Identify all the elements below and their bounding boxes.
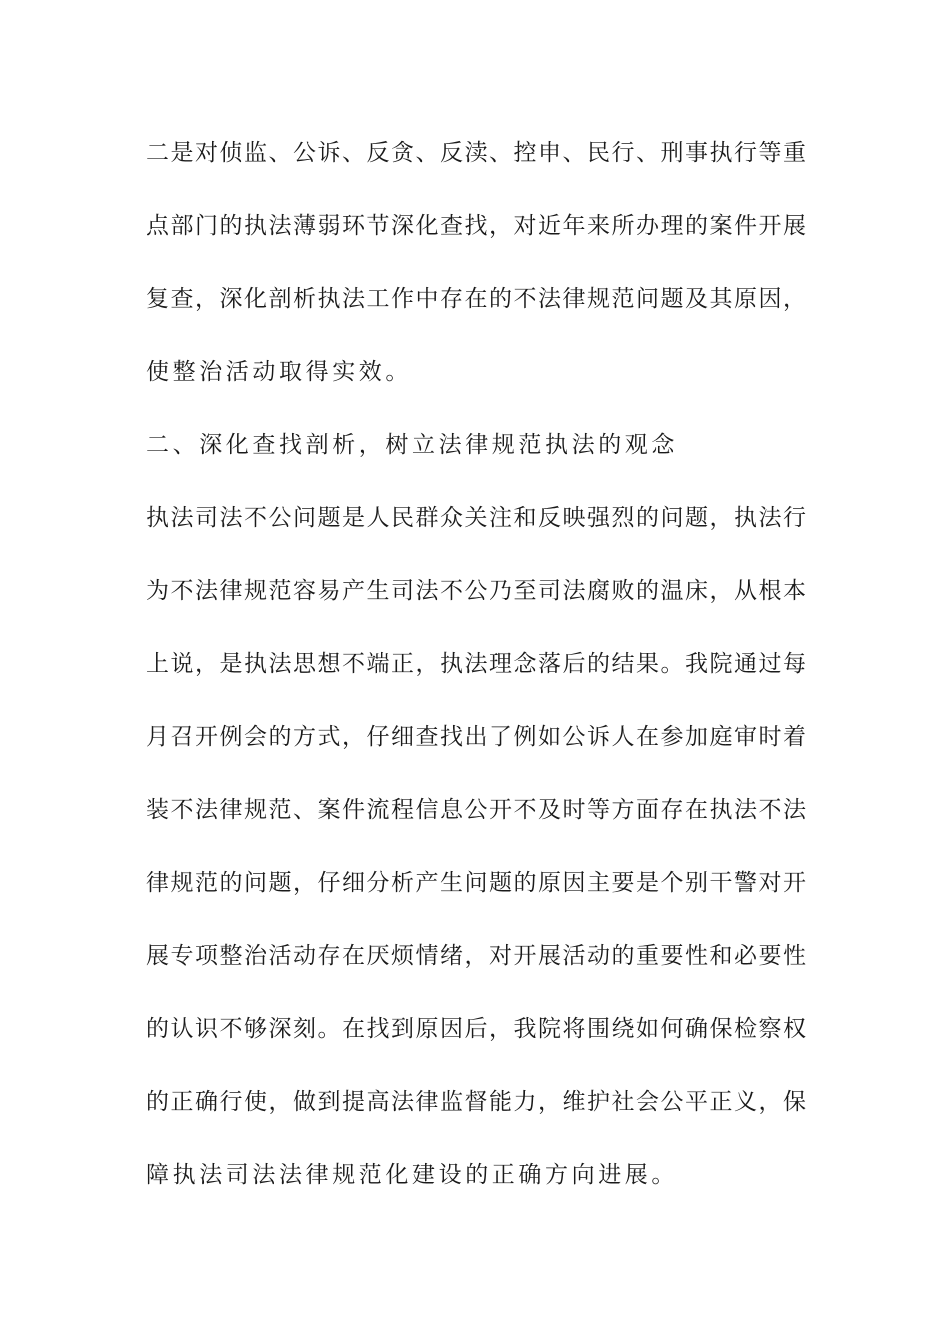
text-line: 执法司法不公问题是人民群众关注和反映强烈的问题，执法行	[146, 505, 806, 531]
text-line: 障执法司法法律规范化建设的正确方向进展。	[146, 1162, 678, 1188]
text-line: 律规范的问题，仔细分析产生问题的原因主要是个别干警对开	[146, 870, 806, 896]
text-line: 的正确行使，做到提高法律监督能力，维护社会公平正义，保	[146, 1089, 806, 1115]
text-line: 装不法律规范、案件流程信息公开不及时等方面存在执法不法	[146, 797, 806, 823]
text-line: 上说，是执法思想不端正，执法理念落后的结果。我院通过每	[146, 651, 806, 677]
section-heading: 二、深化查找剖析，树立法律规范执法的观念	[146, 432, 678, 458]
text-line: 月召开例会的方式，仔细查找出了例如公诉人在参加庭审时着	[146, 724, 806, 750]
text-line: 使整治活动取得实效。	[146, 359, 412, 385]
text-line: 点部门的执法薄弱环节深化查找，对近年来所办理的案件开展	[146, 213, 806, 239]
text-line: 的认识不够深刻。在找到原因后，我院将围绕如何确保检察权	[146, 1016, 806, 1042]
text-line: 二是对侦监、公诉、反贪、反渎、控申、民行、刑事执行等重	[146, 140, 806, 166]
text-line: 复查，深化剖析执法工作中存在的不法律规范问题及其原因，	[146, 286, 806, 312]
text-line: 为不法律规范容易产生司法不公乃至司法腐败的温床，从根本	[146, 578, 806, 604]
text-line: 展专项整治活动存在厌烦情绪，对开展活动的重要性和必要性	[146, 943, 806, 969]
